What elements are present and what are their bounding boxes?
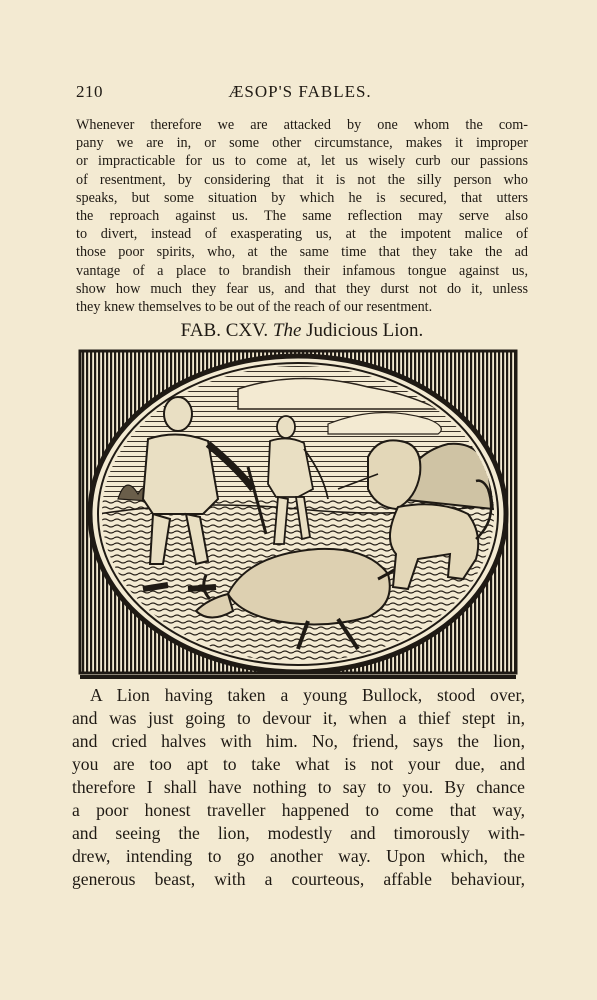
intro-paragraph (76, 116, 528, 316)
story-line: A Lion having taken a young Bullock, stood over, (90, 685, 525, 705)
intro-line: those poor spirits, who, at the same time that they take the ad (76, 244, 528, 261)
running-title: ÆSOP'S FABLES. (228, 82, 372, 101)
story-line: generous beast, with a courteous, affable behaviour, (72, 869, 525, 889)
fable-title: Judicious Lion. (306, 320, 424, 341)
story-line: you are too apt to take what is not your due, and (72, 754, 525, 774)
woodcut-illustration (78, 349, 518, 684)
story-line: and seeing the lion, modestly and timorously with- (72, 823, 525, 843)
story-line: drew, intending to go another way. Upon which, the (72, 846, 525, 866)
intro-line: Whenever therefore we are attacked by one whom the com- (76, 117, 528, 133)
story-line: and cried halves with him. No, friend, says the lion, (72, 731, 525, 751)
fable-heading (76, 320, 528, 342)
intro-line: or impracticable for us to come at, let us wisely curb our passions (76, 153, 528, 170)
intro-line: to divert, instead of exasperating us, at the impotent malice of (76, 226, 528, 243)
intro-line: pany we are in, or some other circumstance, makes it improper (76, 135, 528, 152)
intro-line: show how much they fear us, and that they durst not do it, unless (76, 280, 528, 297)
intro-line: of resentment, by considering that it is not the silly person who (76, 171, 528, 188)
intro-line: speaks, but some situation by which he is secured, that utters (76, 189, 528, 206)
intro-line: the reproach against us. The same reflection may serve also (76, 207, 528, 224)
story-line: a poor honest traveller happened to come that way, (72, 800, 525, 820)
page-number: 210 (76, 82, 103, 101)
intro-line: vantage of a place to brandish their infamous tongue against us, (76, 262, 528, 279)
story-line: and was just going to devour it, when a thief stept in, (72, 708, 525, 728)
fable-title-article: The (272, 320, 302, 341)
running-header (76, 82, 524, 104)
intro-line: they knew themselves to be out of the reach of our resentment. (76, 298, 433, 315)
story-paragraph (72, 684, 525, 891)
fable-number: FAB. CXV. (180, 320, 269, 341)
story-line: therefore I shall have nothing to say to you. By chance (72, 777, 525, 797)
